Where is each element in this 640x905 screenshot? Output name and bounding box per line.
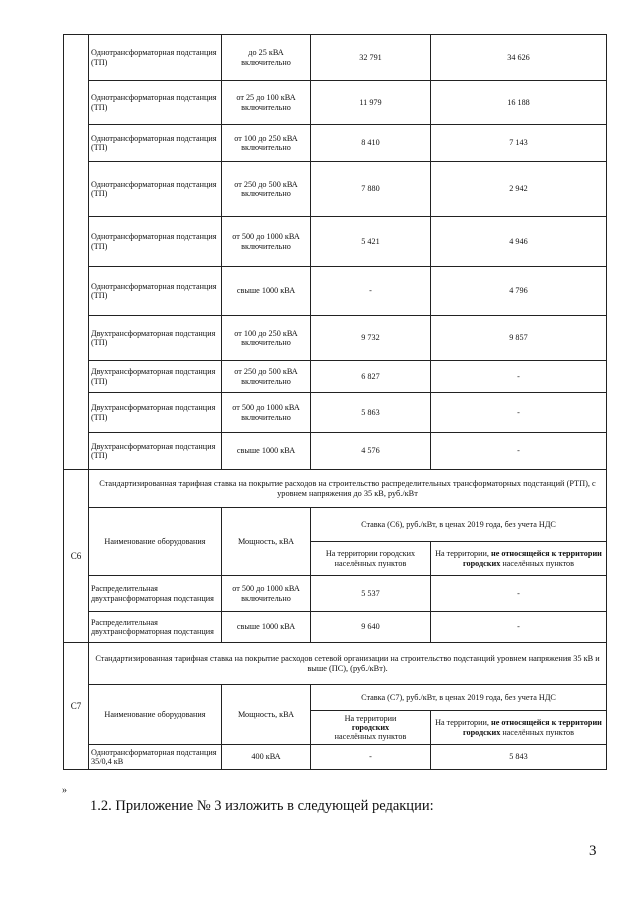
equipment-name: Двухтрансформаторная подстанция (ТП): [89, 393, 222, 433]
rural-header-text: На территории,: [435, 549, 491, 559]
rural-rate: -: [431, 576, 607, 612]
power-range: от 100 до 250 кВА включительно: [222, 125, 311, 162]
rural-rate: 5 843: [431, 745, 607, 770]
rural-rate: -: [431, 361, 607, 393]
table-row: [64, 745, 607, 770]
power-range: от 500 до 1000 кВА включительно: [222, 217, 311, 267]
header-row: [64, 685, 607, 711]
urban-rate: -: [311, 267, 431, 316]
rate-header: Ставка (С6), руб./кВт, в ценах 2019 года, без учета НДС: [311, 508, 607, 542]
table-row: [64, 612, 607, 643]
power-range: 400 кВА: [222, 745, 311, 770]
table-row: [64, 433, 607, 470]
rural-rate: 4 796: [431, 267, 607, 316]
rural-rate: -: [431, 433, 607, 470]
table-row: [64, 267, 607, 316]
urban-header: На территории городских населённых пунктов: [311, 542, 431, 576]
table-row: [64, 393, 607, 433]
rural-rate: 4 946: [431, 217, 607, 267]
section-title-row: [64, 470, 607, 508]
column-header-power: Мощность, кВА: [222, 685, 311, 745]
urban-rate: 8 410: [311, 125, 431, 162]
rural-header-bold: городских: [462, 558, 501, 568]
power-range: свыше 1000 кВА: [222, 433, 311, 470]
section-title: Стандартизированная тарифная ставка на покрытие расходов на строительство распределительных трансформаторных подстанций (РТП), с уровнем напряжения до 35 кВ, руб./кВт: [89, 470, 607, 508]
rural-header-bold: не относящейся к территории: [490, 549, 602, 559]
urban-rate: 9 640: [311, 612, 431, 643]
urban-rate: 4 576: [311, 433, 431, 470]
rural-rate: 7 143: [431, 125, 607, 162]
power-range: до 25 кВА включительно: [222, 35, 311, 81]
equipment-name: Однотрансформаторная подстанция (ТП): [89, 267, 222, 316]
equipment-name: Однотрансформаторная подстанция (ТП): [89, 81, 222, 125]
rural-header-text: На территории,: [435, 718, 491, 728]
rural-header-text: населённых пунктов: [500, 727, 575, 737]
urban-header-bold: городских: [351, 722, 390, 732]
table-row: [64, 316, 607, 361]
urban-rate: -: [311, 745, 431, 770]
page-number: 3: [589, 843, 597, 859]
table-row: [64, 217, 607, 267]
urban-rate: 5 537: [311, 576, 431, 612]
rural-header-bold: городских: [462, 727, 501, 737]
column-header-name: Наименование оборудования: [89, 685, 222, 745]
equipment-name: Распределительная двухтрансформаторная подстанция: [89, 612, 222, 643]
rate-header: Ставка (С7), руб./кВт, в ценах 2019 года, без учета НДС: [311, 685, 607, 711]
power-range: от 25 до 100 кВА включительно: [222, 81, 311, 125]
urban-rate: 5 863: [311, 393, 431, 433]
urban-header-text: На территории: [344, 713, 397, 723]
section-title-row: [64, 643, 607, 685]
urban-rate: 6 827: [311, 361, 431, 393]
rural-header-bold: не относящейся к территории: [490, 718, 602, 728]
urban-rate: 7 880: [311, 162, 431, 217]
rural-header-text: населённых пунктов: [500, 558, 575, 568]
rural-header: [431, 711, 607, 745]
urban-rate: 32 791: [311, 35, 431, 81]
equipment-name: Однотрансформаторная подстанция (ТП): [89, 217, 222, 267]
urban-rate: 9 732: [311, 316, 431, 361]
rural-rate: 34 626: [431, 35, 607, 81]
equipment-name: Однотрансформаторная подстанция (ТП): [89, 162, 222, 217]
equipment-name: Однотрансформаторная подстанция (ТП): [89, 35, 222, 81]
rural-rate: 2 942: [431, 162, 607, 217]
equipment-name: Однотрансформаторная подстанция 35/0,4 кВ: [89, 745, 222, 770]
urban-header-text: населённых пунктов: [334, 732, 407, 742]
column-header-name: Наименование оборудования: [89, 508, 222, 576]
power-range: от 250 до 500 кВА включительно: [222, 162, 311, 217]
table-row: [64, 125, 607, 162]
table-row: [64, 361, 607, 393]
equipment-name: Распределительная двухтрансформаторная подстанция: [89, 576, 222, 612]
rural-header: [431, 542, 607, 576]
urban-rate: 11 979: [311, 81, 431, 125]
rural-rate: -: [431, 393, 607, 433]
header-row: [64, 508, 607, 542]
amendment-paragraph: 1.2. Приложение № 3 изложить в следующей редакции:: [90, 798, 434, 814]
table-row: [64, 162, 607, 217]
power-range: от 250 до 500 кВА включительно: [222, 361, 311, 393]
tariff-table: [63, 34, 607, 770]
table-row: [64, 81, 607, 125]
table-row: [64, 576, 607, 612]
urban-rate: 5 421: [311, 217, 431, 267]
section-code: С7: [64, 643, 89, 770]
rural-rate: 9 857: [431, 316, 607, 361]
power-range: от 500 до 1000 кВА включительно: [222, 576, 311, 612]
section-code: С6: [64, 470, 89, 643]
rural-rate: -: [431, 612, 607, 643]
rural-rate: 16 188: [431, 81, 607, 125]
closing-quote: »: [62, 785, 67, 796]
power-range: от 100 до 250 кВА включительно: [222, 316, 311, 361]
table-row: [64, 35, 607, 81]
section-code-cell: [64, 35, 89, 470]
equipment-name: Двухтрансформаторная подстанция (ТП): [89, 433, 222, 470]
equipment-name: Двухтрансформаторная подстанция (ТП): [89, 316, 222, 361]
urban-header: [311, 711, 431, 745]
power-range: свыше 1000 кВА: [222, 612, 311, 643]
equipment-name: Однотрансформаторная подстанция (ТП): [89, 125, 222, 162]
equipment-name: Двухтрансформаторная подстанция (ТП): [89, 361, 222, 393]
power-range: от 500 до 1000 кВА включительно: [222, 393, 311, 433]
column-header-power: Мощность, кВА: [222, 508, 311, 576]
power-range: свыше 1000 кВА: [222, 267, 311, 316]
section-title: Стандартизированная тарифная ставка на покрытие расходов сетевой организации на строительство подстанций уровнем напряжения 35 кВ и выше (ПС), (руб./кВт).: [89, 643, 607, 685]
